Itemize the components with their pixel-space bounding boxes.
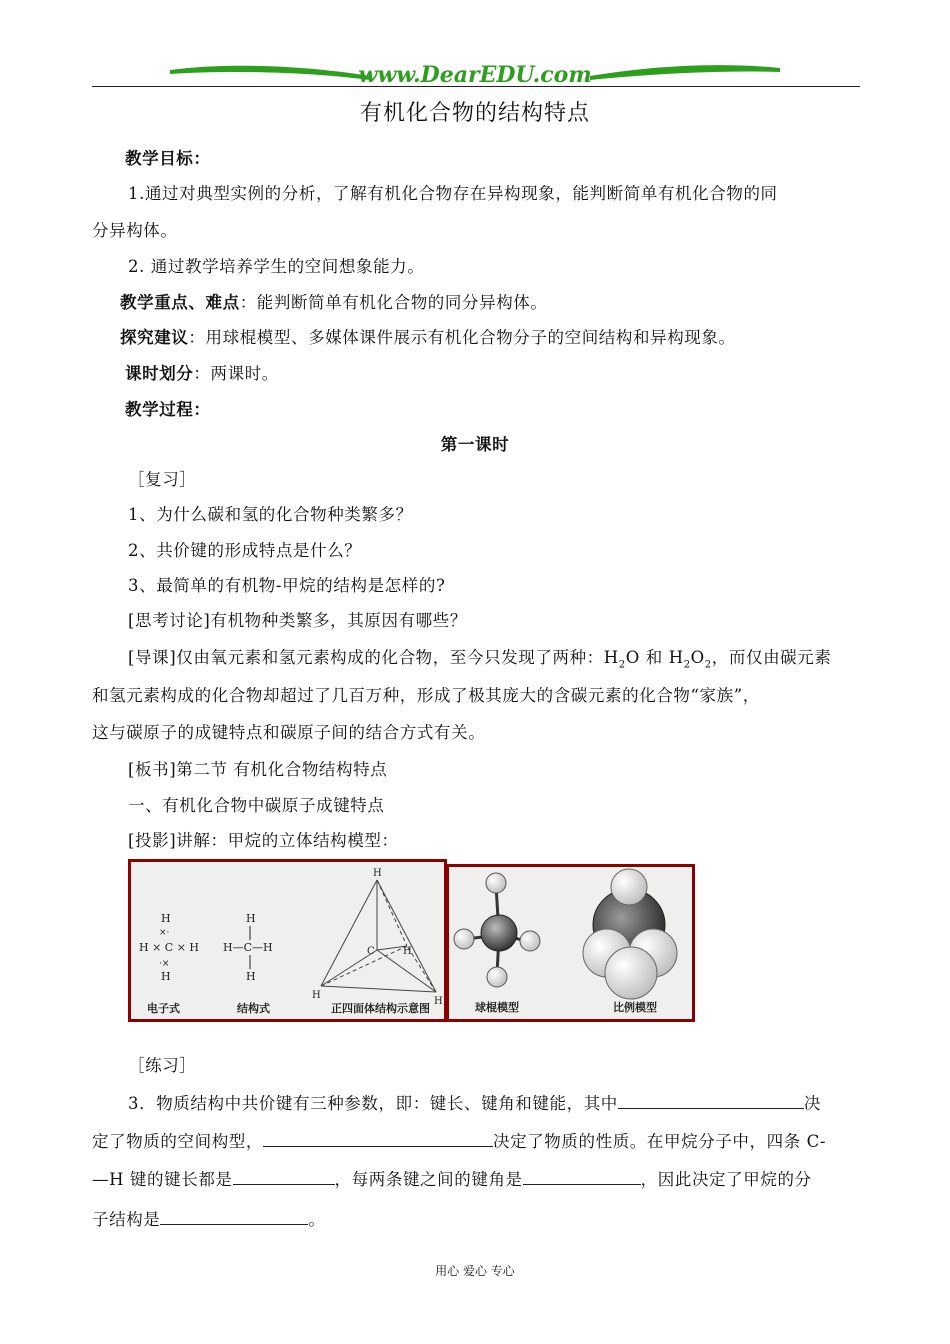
process-heading: 教学过程： bbox=[125, 400, 211, 419]
h2o-o: O bbox=[625, 648, 640, 667]
tetra-h-back: H bbox=[403, 946, 412, 957]
ef-row: H × C × H bbox=[139, 941, 200, 954]
h2o-h: H bbox=[603, 648, 619, 667]
space-filling-model bbox=[583, 869, 677, 999]
review-question-2: 2、共价键的形成特点是什么？ bbox=[128, 541, 362, 560]
caption-tetrahedron: 正四面体结构示意图 bbox=[331, 1002, 430, 1015]
h2o2-sub1: 2 bbox=[683, 659, 691, 671]
intro-prefix: [导课]仅由氧元素和氢元素构成的化合物，至今只发现了两种： bbox=[128, 648, 604, 667]
methane-model-figure bbox=[446, 864, 695, 1022]
page-footer: 用心 爱心 专心 bbox=[435, 1264, 515, 1278]
practice-line-3 bbox=[92, 1166, 812, 1190]
practice-l3-text: —H 键的键长都是 bbox=[92, 1170, 233, 1189]
schedule-line bbox=[125, 360, 279, 384]
keypoints-label: 教学重点、难点 bbox=[120, 293, 240, 312]
practice-tag: ［练习］ bbox=[128, 1056, 197, 1075]
h2o2-o: O bbox=[690, 648, 705, 667]
practice-l2-text: 定了物质的空间构型， bbox=[92, 1132, 263, 1151]
practice-line-1 bbox=[128, 1090, 821, 1114]
board-line: [板书]第二节 有机化合物结构特点 bbox=[128, 760, 388, 779]
review-question-1: 1、为什么碳和氢的化合物种类繁多？ bbox=[128, 505, 413, 524]
practice-l1-text: 3．物质结构中共价键有三种参数，即：键长、键角和键能，其中 bbox=[128, 1094, 618, 1113]
methane-formula-figure bbox=[128, 859, 447, 1022]
suggestion-line bbox=[120, 324, 736, 348]
sf-h-top: H bbox=[246, 912, 256, 925]
tetrahedron-diagram bbox=[321, 880, 436, 992]
ball-stick-model bbox=[454, 873, 540, 987]
suggestion-text: ：用球棍模型、多媒体课件展示有机化合物分子的空间结构和异构现象。 bbox=[188, 328, 736, 347]
caption-space-filling: 比例模型 bbox=[613, 1001, 657, 1014]
answer-blank-4[interactable] bbox=[523, 1167, 641, 1185]
schedule-text: ：两课时。 bbox=[193, 364, 279, 383]
practice-l4-text: 子结构是 bbox=[92, 1210, 161, 1229]
h2o2-h: H bbox=[668, 648, 684, 667]
objective-1-line-b: 分异构体。 bbox=[92, 221, 178, 240]
objective-1-line-a: 1.通过对典型实例的分析，了解有机化合物存在异构现象，能判断简单有机化合物的同 bbox=[128, 184, 778, 203]
intro-line-a bbox=[128, 644, 831, 670]
answer-blank-5[interactable] bbox=[160, 1207, 308, 1225]
review-tag: ［复习］ bbox=[128, 470, 197, 489]
intro-and: 和 bbox=[639, 648, 669, 667]
answer-blank-1[interactable] bbox=[618, 1091, 804, 1109]
projection-line: [投影]讲解：甲烷的立体结构模型： bbox=[128, 831, 399, 850]
header-divider bbox=[92, 86, 860, 87]
practice-l2-end: 决定了物质的性质。在甲烷分子中，四条 C- bbox=[493, 1132, 827, 1151]
tetra-h-right: H bbox=[434, 996, 443, 1007]
h2o-sub: 2 bbox=[618, 659, 626, 671]
keypoints-text: ：能判断简单有机化合物的同分异构体。 bbox=[239, 293, 548, 312]
intro-suffix: ，而仅由碳元素 bbox=[711, 648, 832, 667]
ef-x-top: ×· bbox=[159, 928, 170, 938]
caption-ball-stick: 球棍模型 bbox=[475, 1001, 519, 1014]
suggestion-label: 探究建议 bbox=[120, 328, 189, 347]
objectives-heading: 教学目标： bbox=[125, 149, 211, 168]
discussion-line: [思考讨论]有机物种类繁多，其原因有哪些？ bbox=[128, 611, 467, 630]
ef-x-bottom: ·× bbox=[159, 959, 170, 969]
tetra-c: C bbox=[367, 946, 375, 957]
practice-l4-end: 。 bbox=[308, 1210, 326, 1229]
answer-blank-2[interactable] bbox=[263, 1129, 493, 1147]
intro-line-b: 和氢元素构成的化合物却超过了几百万种，形成了极其庞大的含碳元素的化合物“家族”， bbox=[92, 686, 760, 705]
answer-blank-3[interactable] bbox=[233, 1167, 335, 1185]
objective-2: 2. 通过教学培养学生的空间想象能力。 bbox=[128, 257, 425, 276]
lesson-heading: 第一课时 bbox=[440, 435, 510, 454]
practice-line-2 bbox=[92, 1128, 826, 1152]
sf-row: H—C—H bbox=[223, 941, 273, 954]
tetra-h-top: H bbox=[373, 868, 382, 879]
intro-line-c: 这与碳原子的成键特点和碳原子间的结合方式有关。 bbox=[92, 723, 486, 742]
h2o2-sub2: 2 bbox=[704, 659, 712, 671]
caption-structural-formula: 结构式 bbox=[237, 1002, 270, 1015]
logo-text: www.DearEDU.com bbox=[358, 62, 592, 88]
ef-h-top: H bbox=[161, 912, 171, 925]
keypoints-line bbox=[120, 289, 548, 313]
methane-formula-drawing bbox=[131, 862, 444, 1019]
practice-l1-end: 决 bbox=[803, 1094, 822, 1113]
methane-model-drawing bbox=[449, 867, 692, 1019]
tetra-h-left: H bbox=[312, 990, 321, 1001]
schedule-label: 课时划分 bbox=[125, 364, 194, 383]
practice-line-4 bbox=[92, 1206, 326, 1230]
ef-h-bottom: H bbox=[161, 970, 171, 983]
section-1-heading: 一、有机化合物中碳原子成键特点 bbox=[128, 796, 385, 815]
sf-h-bottom: H bbox=[246, 970, 256, 983]
caption-electron-formula: 电子式 bbox=[147, 1002, 180, 1015]
page-title: 有机化合物的结构特点 bbox=[359, 101, 590, 126]
practice-l3-end: ，因此决定了甲烷的分 bbox=[640, 1170, 812, 1189]
practice-l3-mid: ，每两条键之间的键角是 bbox=[334, 1170, 523, 1189]
review-question-3: 3、最简单的有机物-甲烷的结构是怎样的? bbox=[128, 576, 446, 595]
